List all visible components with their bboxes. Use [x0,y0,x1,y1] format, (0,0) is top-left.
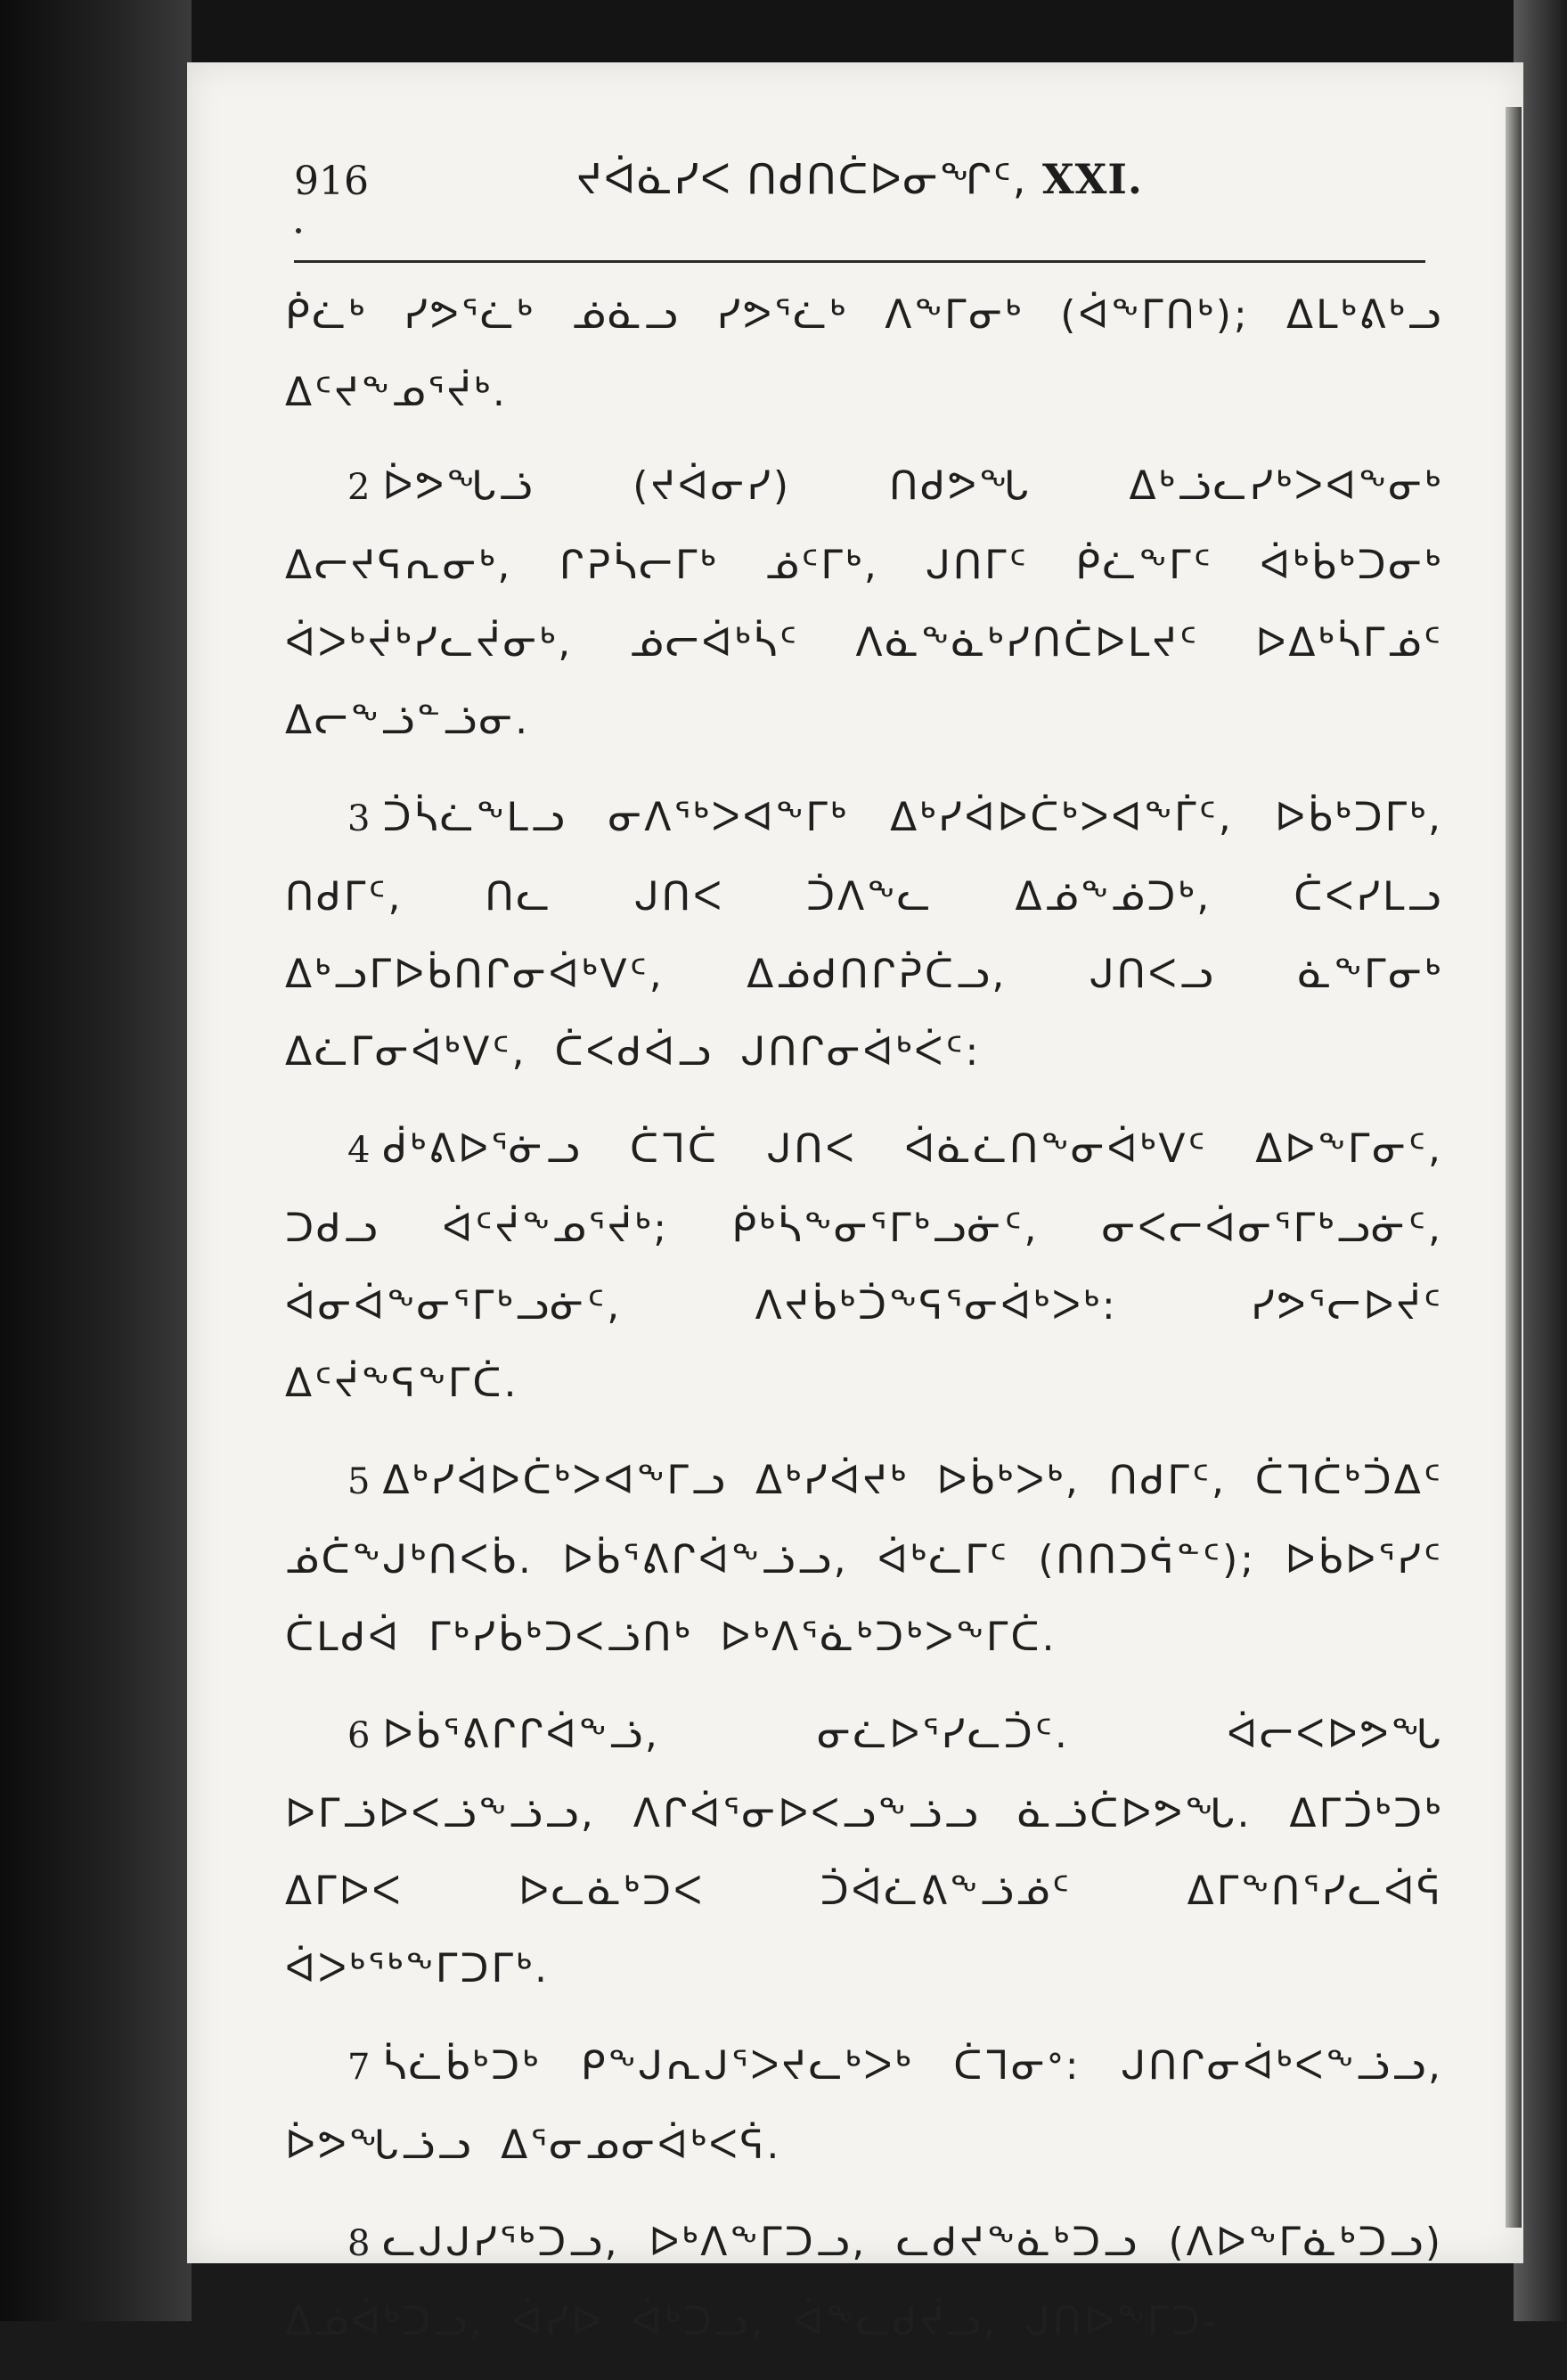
verse-number: 8 [347,2223,371,2264]
verse-text: ᐃᒃᓯᐋᐅᑖᒃᐳᐊᖕᒥᓗ ᐃᒃᓯᐋᔪᒃ ᐅᑳᒃᐳᒃ, ᑎᑯᒥᑦ, ᑖᒣᑖᒃᑑᐃᑦ ᓅᑖᖕᒍᒃᑎᐸᑳ. ᐅᑳᕐᕕᒋᐋᖕᓘᓗ, ᐋᒃᓛᒥᑦ (ᑎᑎᑐᕌᓐᑦ); ᐅᑳᐅᕐᓯᑦ ᑖᒪᑯᐋ ᒥᒃᓯᑳᒃᑐᐸᓘᑎᒃ ᐅᒃᐱᕐᓈᒃᑐᒃᐳᖕᒥᑖ. [285,1458,1443,1660]
verse [285,1110,1443,1422]
verse-text: ᓵᓛᑳᒃᑐᒃ ᑭᖕᒍᕆᒍᕐᐳᔪᓚᒃᐳᒃ ᑖᒣᓂᐤ: ᒍᑎᒋᓂᐋᒃᐸᖕᓘᓗ, ᐆᕗᖓᓘᓗ ᐃᕐᓂᓄᓂᐋᒃᐸᕌ. [285,2043,1443,2168]
verse-number: 4 [347,1130,371,1171]
verse-number: 7 [347,2047,371,2088]
header-rule [294,260,1425,263]
scan-margin-left [0,0,192,2321]
running-title [294,155,1425,203]
verse [285,447,1443,759]
verse-text: ᐆᕗᖓᓘ (ᔪᐋᓂᓯ) ᑎᑯᕗᖓ ᐃᒃᓘᓚᓯᒃᐳᐊᖕᓂᒃ ᐃᓕᔪᕋᕆᓂᒃ, ᒋᕈᓵᓕᒥᒃ ᓅᑦᒥᒃ, ᒍᑎᒥᑦ ᑮᓛᖕᒥᑦ ᐋᒃᑳᒃᑐᓂᒃ ᐋᐳᒃᔫᒃᓯᓚᔫᓂᒃ, ᓅᓕᐋᒃᓵᑦ ᐱᓈᖕᓈᒃᓯᑎᑖᐅᒪᔪᑦ ᐅᐃᒃᓵᒥᓅᑦ ᐃᓕᖕᓘᓐᓘᓂ. [285,463,1443,743]
verse-text: ᐅᑳᕐᕕᒋᒋᐋᖕᓘ, ᓂᓛᐅᕐᓯᓚᑑᑦ. ᐋᓕᐸᐅᕗᖓ ᐅᒥᓘᐅᐸᓘᖕᓘᓗ, ᐱᒋᐋᕐᓂᐅᐸᓗᖕᓘᓗ ᓈᓘᑖᐅᕗᖓ. ᐃᒥᑑᒃᑐᒃ ᐃᒥᐅᐸ ᐅᓚᓈᒃᑐᐸ ᑑᐋᓛᕕᖕᓘᓅᑦ ᐃᒥᖕᑎᕐᓯᓚᐋᕌ ᐋᐳᒃᕐᒃᖕᒥᑐᒥᒃ. [285,1712,1443,1992]
verse-number: 2 [347,467,371,508]
page-number: 916 [294,159,369,204]
book-page [187,62,1523,2344]
verse-text: ᑰᒃᕕᐅᕐᓃᓗ ᑖᒣᑖ ᒍᑎᐸ ᐋᓈᓛᑎᖕᓂᐋᒃᐯᑦ ᐃᐅᖕᒥᓂᑦ, ᑐᑯᓗ ᐋᑦᔫᖕᓄᕐᔫᒃ; ᑮᒃᓵᖕᓂᕐᒥᒃᓗᓃᑦ, ᓂᐸᓕᐋᓂᕐᒥᒃᓗᓃᑦ, ᐋᓂᐋᖕᓂᕐᒥᒃᓗᓃᑦ, ᐱᔪᑳᒃᑑᖕᕋᕐᓂᐋᒃᐳᒃ: ᓯᕗᕐᓕᐅᔫᑦ ᐃᑦᔫᖕᕋᖕᒥᑖ. [285,1126,1443,1406]
paragraph [285,276,1443,431]
verse [285,779,1443,1091]
verse [285,1442,1443,1676]
page-header [294,151,1425,223]
verse-number: 6 [347,1715,371,1756]
paragraph-text: ᑮᓛᒃ ᓯᕗᕐᓛᒃ ᓅᓈᓗ ᓯᕗᕐᓛᒃ ᐱᖕᒥᓂᒃ (ᐋᖕᒥᑎᒃ); ᐃᒪᒃᕕᒃᓗ ᐃᑦᔪᖕᓄᕐᔫᒃ. [285,292,1443,415]
verse [285,2027,1443,2184]
verse-text: ᓚᒍᒍᓯᕐᒃᑐᓗ, ᐅᒃᐱᖕᒥᑐᓗ, ᓚᑯᔪᖕᓈᒃᑐᓗ (ᐱᐅᖕᒥᓈᒃᑐᓗ) ᐃᓅᐋᒃᑐᓗ, ᐋᓯᐅ ᐋᒃᑐᓗ, ᐋᖕᓚᑯᔫᓗ, ᒍᑎᐅᖕᒥᑐ- [285,2220,1443,2344]
verse-text: ᑑᓵᓛᖕᒪᓗ ᓂᐱᕐᒃᐳᐊᖕᒥᒃ ᐃᒃᓯᐋᐅᑖᒃᐳᐊᖕᒦᑦ, ᐅᑳᒃᑐᒥᒃ, ᑎᑯᒥᑦ, ᑎᓚ ᒍᑎᐸ ᑑᐱᖕᓚ ᐃᓅᖕᓅᑐᒃ, ᑖᐸᓯᒪᓗ ᐃᒃᓗᒥᐅᑳᑎᒋᓂᐋᒃᐯᑦ, ᐃᓅᑯᑎᒋᕉᑖᓗ, ᒍᑎᐸᓗ ᓈᖕᒥᓂᒃ ᐃᓛᒥᓂᐋᒃᐯᑦ, ᑖᐸᑯᐋᓗ ᒍᑎᒋᓂᐋᒃᐹᑦ: [285,795,1443,1075]
verse [285,1696,1443,2008]
rule-dot [296,228,301,233]
running-title-text: ᔪᐋᓈᓯᐸ ᑎᑯᑎᑖᐅᓂᖏᑦ, [576,155,1028,203]
page-fold-shadow [1506,107,1522,2228]
verse-number: 3 [347,798,371,839]
chapter-numeral: XXI. [1041,155,1143,203]
verse-number: 5 [347,1461,371,1502]
body-text [285,276,1443,2380]
scan-margin-top [0,0,1567,67]
verse [285,2204,1443,2360]
